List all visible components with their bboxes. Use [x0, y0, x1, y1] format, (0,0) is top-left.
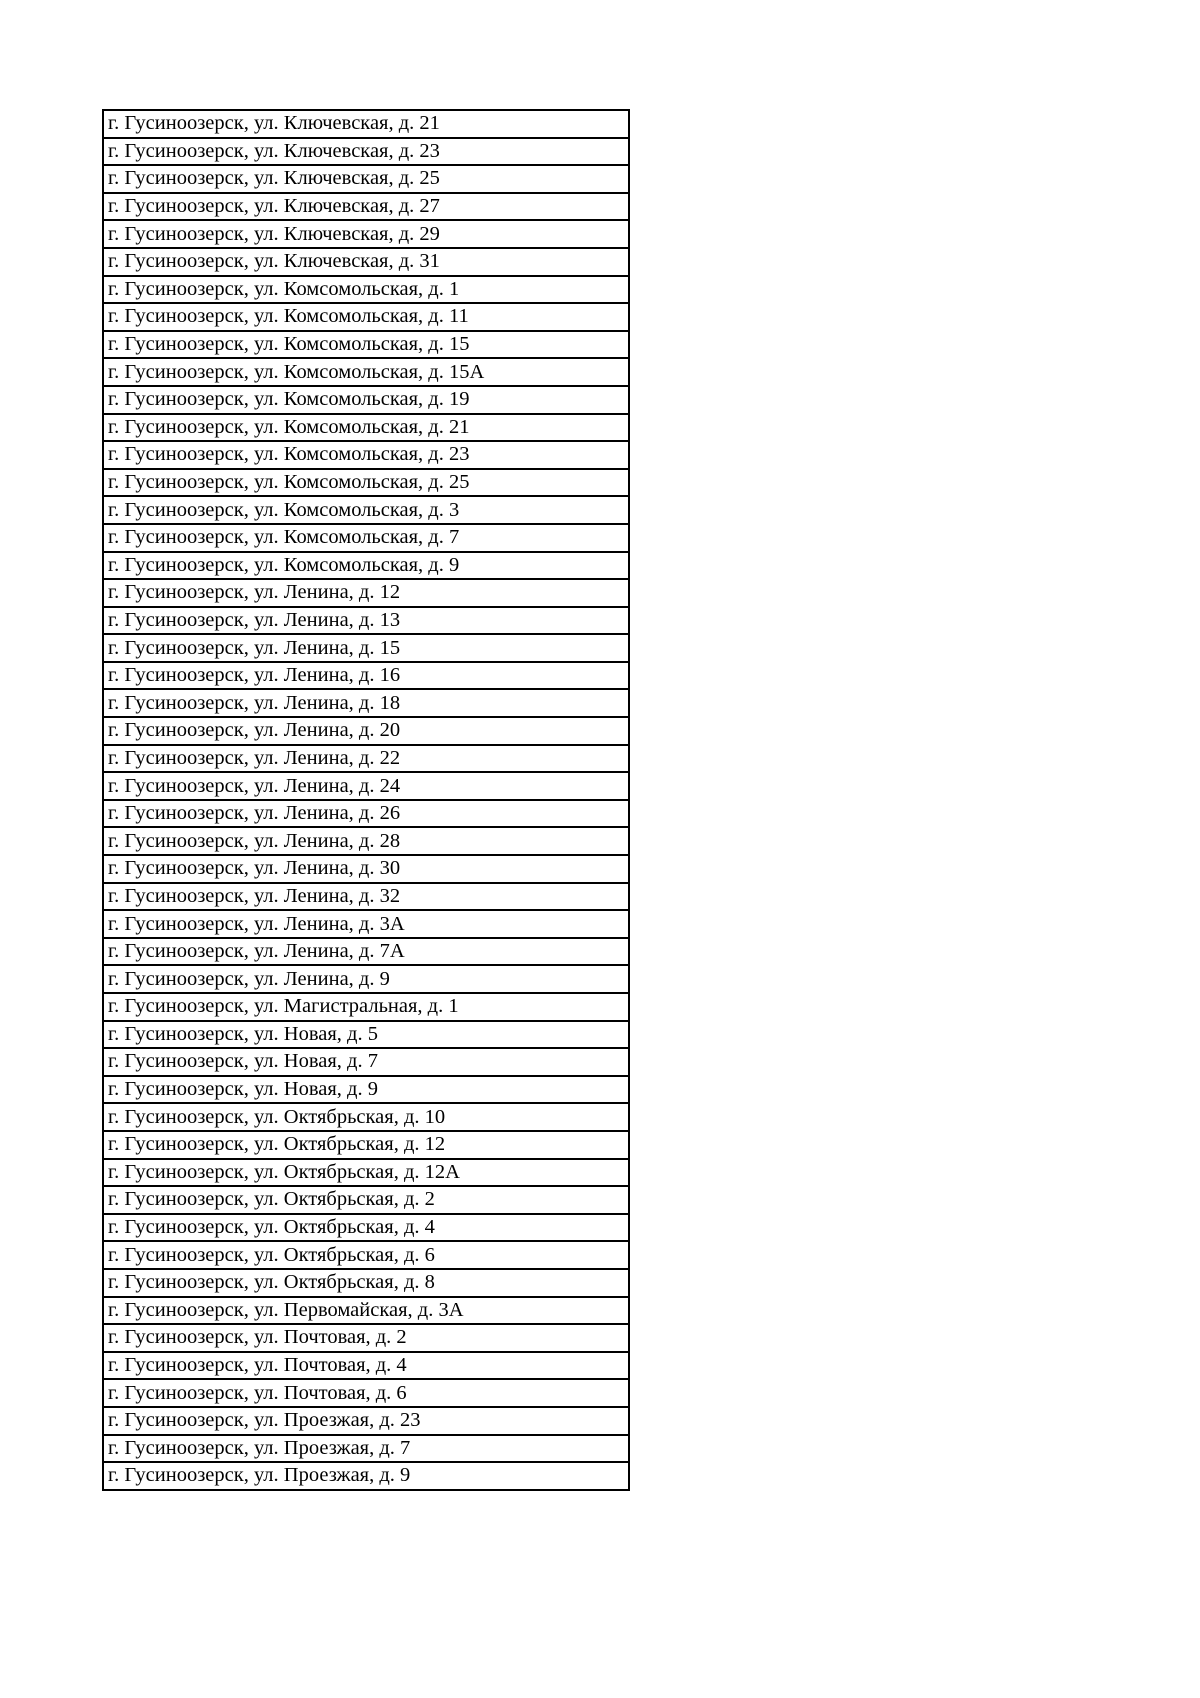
address-table — [102, 109, 630, 1491]
table-row — [103, 1324, 629, 1352]
table-row — [103, 1241, 629, 1269]
address-cell: г. Гусиноозерск, ул. Комсомольская, д. 15 — [103, 331, 629, 359]
address-cell: г. Гусиноозерск, ул. Комсомольская, д. 7 — [103, 524, 629, 552]
table-row — [103, 1379, 629, 1407]
address-cell: г. Гусиноозерск, ул. Проезжая, д. 23 — [103, 1407, 629, 1435]
table-row — [103, 469, 629, 497]
table-row — [103, 662, 629, 690]
address-cell: г. Гусиноозерск, ул. Ленина, д. 3А — [103, 910, 629, 938]
address-cell: г. Гусиноозерск, ул. Октябрьская, д. 10 — [103, 1103, 629, 1131]
address-cell: г. Гусиноозерск, ул. Комсомольская, д. 21 — [103, 414, 629, 442]
address-cell: г. Гусиноозерск, ул. Проезжая, д. 9 — [103, 1462, 629, 1490]
table-row — [103, 331, 629, 359]
table-row — [103, 993, 629, 1021]
address-cell: г. Гусиноозерск, ул. Комсомольская, д. 15А — [103, 358, 629, 386]
address-cell: г. Гусиноозерск, ул. Ленина, д. 22 — [103, 745, 629, 773]
table-row — [103, 1407, 629, 1435]
address-cell: г. Гусиноозерск, ул. Новая, д. 7 — [103, 1048, 629, 1076]
table-row — [103, 1269, 629, 1297]
table-row — [103, 1462, 629, 1490]
address-cell: г. Гусиноозерск, ул. Почтовая, д. 2 — [103, 1324, 629, 1352]
table-row — [103, 883, 629, 911]
address-cell: г. Гусиноозерск, ул. Почтовая, д. 6 — [103, 1379, 629, 1407]
address-cell: г. Гусиноозерск, ул. Новая, д. 5 — [103, 1021, 629, 1049]
address-cell: г. Гусиноозерск, ул. Комсомольская, д. 3 — [103, 496, 629, 524]
table-row — [103, 1297, 629, 1325]
address-cell: г. Гусиноозерск, ул. Ленина, д. 26 — [103, 800, 629, 828]
address-cell: г. Гусиноозерск, ул. Октябрьская, д. 4 — [103, 1214, 629, 1242]
address-cell: г. Гусиноозерск, ул. Ленина, д. 32 — [103, 883, 629, 911]
table-row — [103, 579, 629, 607]
address-cell: г. Гусиноозерск, ул. Комсомольская, д. 19 — [103, 386, 629, 414]
table-row — [103, 303, 629, 331]
table-row — [103, 827, 629, 855]
table-row — [103, 855, 629, 883]
address-cell: г. Гусиноозерск, ул. Ленина, д. 16 — [103, 662, 629, 690]
table-row — [103, 1103, 629, 1131]
table-row — [103, 1021, 629, 1049]
address-cell: г. Гусиноозерск, ул. Магистральная, д. 1 — [103, 993, 629, 1021]
address-cell: г. Гусиноозерск, ул. Комсомольская, д. 9 — [103, 552, 629, 580]
table-row — [103, 965, 629, 993]
address-cell: г. Гусиноозерск, ул. Комсомольская, д. 25 — [103, 469, 629, 497]
table-row — [103, 772, 629, 800]
address-cell: г. Гусиноозерск, ул. Первомайская, д. 3А — [103, 1297, 629, 1325]
table-row — [103, 165, 629, 193]
table-row — [103, 276, 629, 304]
address-cell: г. Гусиноозерск, ул. Ленина, д. 20 — [103, 717, 629, 745]
table-row — [103, 524, 629, 552]
table-row — [103, 220, 629, 248]
address-cell: г. Гусиноозерск, ул. Ключевская, д. 21 — [103, 110, 629, 138]
address-cell: г. Гусиноозерск, ул. Проезжая, д. 7 — [103, 1435, 629, 1463]
address-cell: г. Гусиноозерск, ул. Ленина, д. 18 — [103, 689, 629, 717]
table-row — [103, 689, 629, 717]
table-row — [103, 138, 629, 166]
table-row — [103, 386, 629, 414]
address-cell: г. Гусиноозерск, ул. Ленина, д. 13 — [103, 607, 629, 635]
address-cell: г. Гусиноозерск, ул. Ленина, д. 12 — [103, 579, 629, 607]
table-row — [103, 1214, 629, 1242]
address-cell: г. Гусиноозерск, ул. Комсомольская, д. 11 — [103, 303, 629, 331]
address-cell: г. Гусиноозерск, ул. Ленина, д. 24 — [103, 772, 629, 800]
address-cell: г. Гусиноозерск, ул. Октябрьская, д. 12А — [103, 1159, 629, 1187]
table-row — [103, 910, 629, 938]
address-cell: г. Гусиноозерск, ул. Новая, д. 9 — [103, 1076, 629, 1104]
table-row — [103, 358, 629, 386]
address-cell: г. Гусиноозерск, ул. Комсомольская, д. 1 — [103, 276, 629, 304]
address-cell: г. Гусиноозерск, ул. Ключевская, д. 31 — [103, 248, 629, 276]
address-cell: г. Гусиноозерск, ул. Комсомольская, д. 23 — [103, 441, 629, 469]
table-row — [103, 1048, 629, 1076]
address-cell: г. Гусиноозерск, ул. Ленина, д. 30 — [103, 855, 629, 883]
table-row — [103, 938, 629, 966]
address-cell: г. Гусиноозерск, ул. Октябрьская, д. 8 — [103, 1269, 629, 1297]
table-row — [103, 248, 629, 276]
table-row — [103, 1131, 629, 1159]
address-cell: г. Гусиноозерск, ул. Ленина, д. 9 — [103, 965, 629, 993]
table-row — [103, 800, 629, 828]
address-cell: г. Гусиноозерск, ул. Почтовая, д. 4 — [103, 1352, 629, 1380]
table-row — [103, 745, 629, 773]
address-cell: г. Гусиноозерск, ул. Ключевская, д. 27 — [103, 193, 629, 221]
table-row — [103, 634, 629, 662]
table-row — [103, 552, 629, 580]
address-cell: г. Гусиноозерск, ул. Ключевская, д. 25 — [103, 165, 629, 193]
address-cell: г. Гусиноозерск, ул. Ленина, д. 7А — [103, 938, 629, 966]
table-row — [103, 414, 629, 442]
table-row — [103, 717, 629, 745]
address-cell: г. Гусиноозерск, ул. Ленина, д. 28 — [103, 827, 629, 855]
table-row — [103, 1186, 629, 1214]
table-row — [103, 1076, 629, 1104]
table-row — [103, 110, 629, 138]
address-cell: г. Гусиноозерск, ул. Ключевская, д. 29 — [103, 220, 629, 248]
address-cell: г. Гусиноозерск, ул. Ленина, д. 15 — [103, 634, 629, 662]
table-row — [103, 193, 629, 221]
table-row — [103, 1159, 629, 1187]
table-row — [103, 496, 629, 524]
address-cell: г. Гусиноозерск, ул. Ключевская, д. 23 — [103, 138, 629, 166]
address-cell: г. Гусиноозерск, ул. Октябрьская, д. 6 — [103, 1241, 629, 1269]
address-cell: г. Гусиноозерск, ул. Октябрьская, д. 12 — [103, 1131, 629, 1159]
address-cell: г. Гусиноозерск, ул. Октябрьская, д. 2 — [103, 1186, 629, 1214]
table-row — [103, 607, 629, 635]
table-row — [103, 1435, 629, 1463]
table-row — [103, 441, 629, 469]
table-row — [103, 1352, 629, 1380]
address-table-body — [103, 110, 629, 1490]
